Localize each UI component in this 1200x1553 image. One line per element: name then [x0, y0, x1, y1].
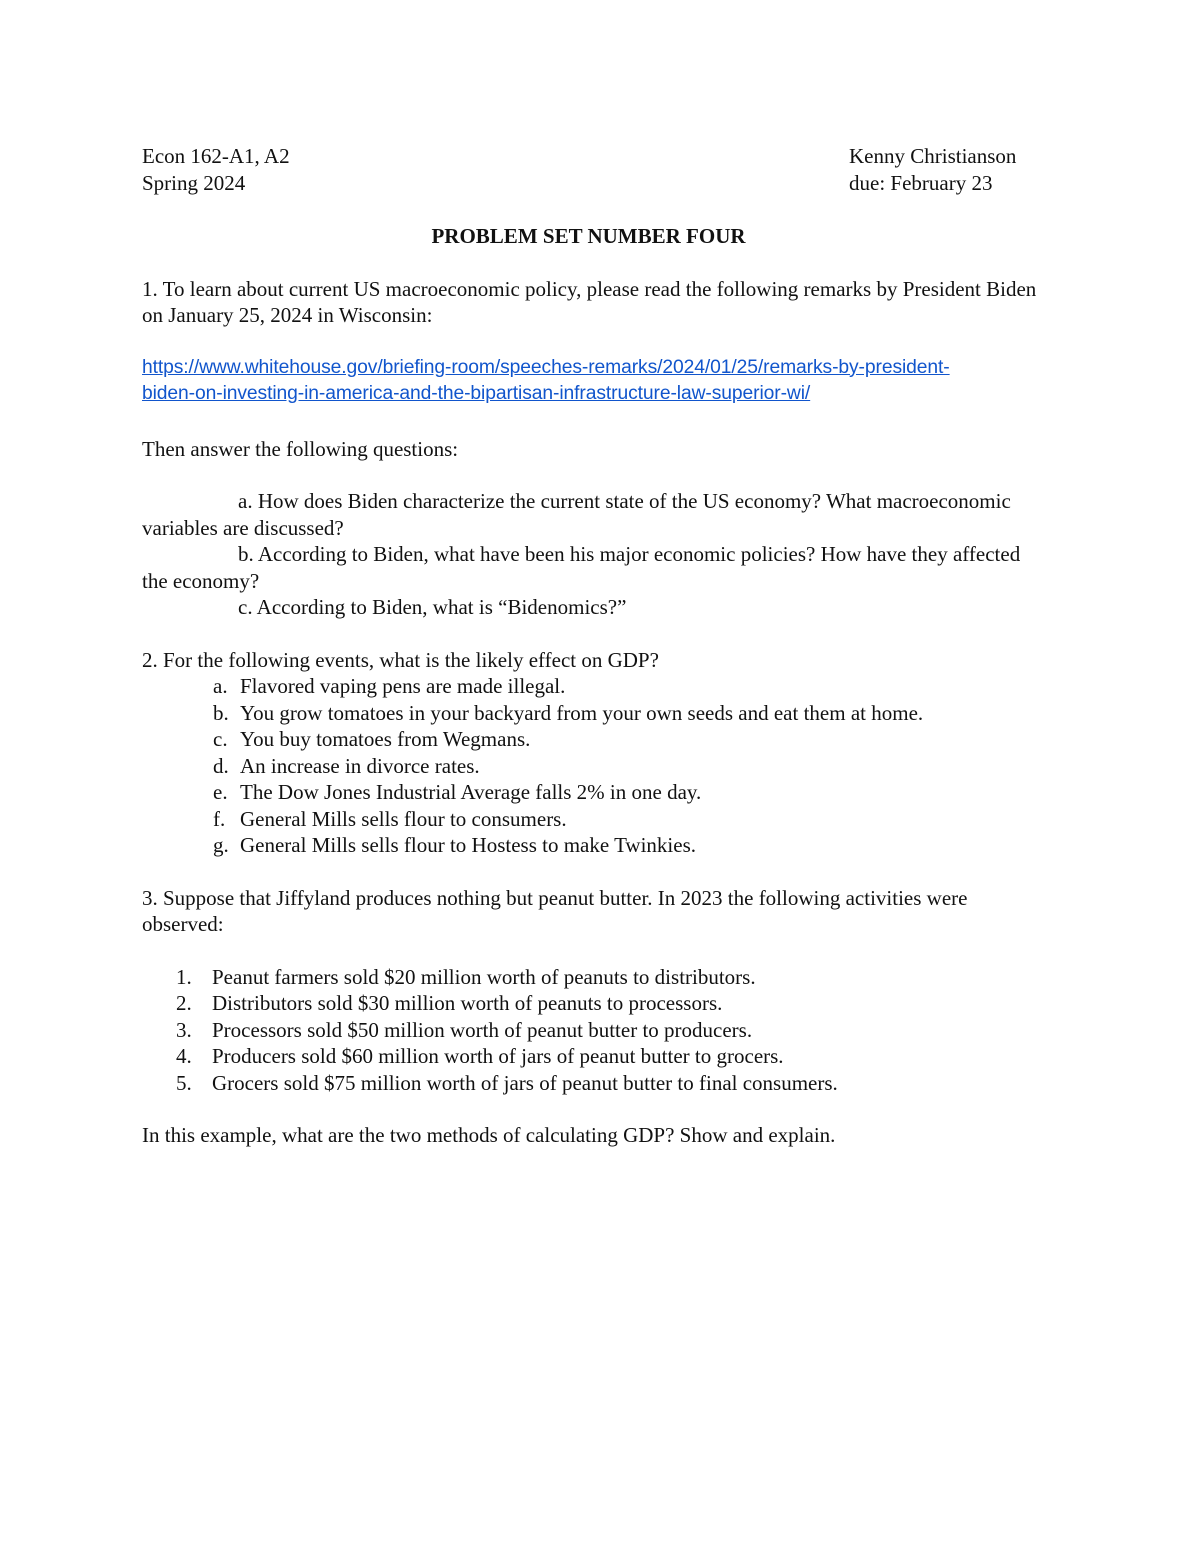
question-1-part-b: b. According to Biden, what have been his major economic policies? How have they affected the economy?: [142, 542, 1021, 593]
list-marker: 4.: [176, 1044, 192, 1068]
list-marker: 1.: [176, 964, 192, 989]
list-marker: 2.: [176, 991, 192, 1015]
list-item: [213, 726, 1042, 753]
spacer: [142, 1096, 1042, 1122]
list-item-text: Producers sold $60 million worth of jars of peanut butter to grocers.: [212, 1044, 784, 1068]
author-name: Kenny Christianson: [849, 144, 1017, 168]
list-item-text: The Dow Jones Industrial Average falls 2% in one day.: [240, 780, 702, 804]
question-2-intro: 2. For the following events, what is the likely effect on GDP?: [142, 647, 659, 672]
list-marker: g.: [213, 833, 229, 857]
list-item-text: Processors sold $50 million worth of peanut butter to producers.: [212, 1017, 753, 1042]
list-marker: d.: [213, 753, 229, 778]
list-item-text: Distributors sold $30 million worth of peanuts to processors.: [212, 991, 723, 1015]
spacer: [142, 462, 1042, 488]
list-item-text: Grocers sold $75 million worth of jars of peanut butter to final consumers.: [212, 1070, 838, 1095]
speech-link-line-1[interactable]: https://www.whitehouse.gov/briefing-room/speeches-remarks/2024/01/25/remarks-by-president-: [142, 356, 950, 378]
list-marker: 5.: [176, 1070, 192, 1095]
document-page: [142, 143, 1042, 1149]
list-item-text: An increase in divorce rates.: [240, 753, 480, 778]
list-item-text: General Mills sells flour to consumers.: [240, 806, 567, 831]
question-2-list: [142, 673, 1042, 859]
due-date: due: February 23: [849, 170, 993, 195]
list-item-text: Flavored vaping pens are made illegal.: [240, 674, 566, 698]
term: Spring 2024: [142, 170, 246, 195]
question-1-part-a: a. How does Biden characterize the current state of the US economy? What macroeconomic variables are discussed?: [142, 489, 1011, 540]
question-3-intro: 3. Suppose that Jiffyland produces nothing but peanut butter. In 2023 the following activities were observed:: [142, 885, 968, 936]
list-marker: b.: [213, 700, 229, 725]
spacer: [142, 621, 1042, 647]
course-code: Econ 162-A1, A2: [142, 144, 290, 168]
spacer: [142, 250, 1042, 276]
question-3-list: [142, 964, 1042, 1097]
list-item-text: Peanut farmers sold $20 million worth of peanuts to distributors.: [212, 964, 756, 989]
spacer: [142, 859, 1042, 885]
header: [142, 143, 1035, 196]
question-3-closing: In this example, what are the two methods of calculating GDP? Show and explain.: [142, 1123, 836, 1147]
question-1-instructions: Then answer the following questions:: [142, 436, 459, 461]
header-left: [142, 143, 290, 196]
list-item: [176, 990, 1042, 1017]
list-item: [176, 1070, 1042, 1097]
list-item: [213, 832, 1042, 859]
list-item: [176, 964, 1042, 991]
list-item-text: General Mills sells flour to Hostess to make Twinkies.: [240, 833, 697, 857]
question-1-part-c: c. According to Biden, what is “Bidenomics?”: [238, 595, 627, 619]
question-1-intro: 1. To learn about current US macroeconomic policy, please read the following remarks by President Biden on January 25, 2024 in Wisconsin:: [142, 276, 1037, 327]
list-item: [213, 806, 1042, 833]
spacer: [142, 938, 1042, 964]
list-item-text: You grow tomatoes in your backyard from your own seeds and eat them at home.: [240, 700, 924, 725]
list-marker: e.: [213, 780, 228, 804]
list-item: [213, 673, 1042, 700]
list-marker: c.: [213, 727, 228, 751]
list-marker: f.: [213, 806, 226, 831]
list-item: [176, 1043, 1042, 1070]
list-item: [213, 753, 1042, 780]
list-marker: 3.: [176, 1017, 192, 1042]
speech-link[interactable]: [142, 355, 1042, 408]
list-marker: a.: [213, 674, 228, 698]
list-item: [176, 1017, 1042, 1044]
speech-link-line-2[interactable]: biden-on-investing-in-america-and-the-bipartisan-infrastructure-law-superior-wi/: [142, 383, 811, 404]
list-item-text: You buy tomatoes from Wegmans.: [240, 727, 531, 751]
list-item: [213, 779, 1042, 806]
page-title: PROBLEM SET NUMBER FOUR: [431, 224, 746, 248]
spacer: [142, 408, 1042, 436]
header-right: [849, 143, 1035, 196]
spacer: [142, 329, 1042, 355]
list-item: [213, 700, 1042, 727]
